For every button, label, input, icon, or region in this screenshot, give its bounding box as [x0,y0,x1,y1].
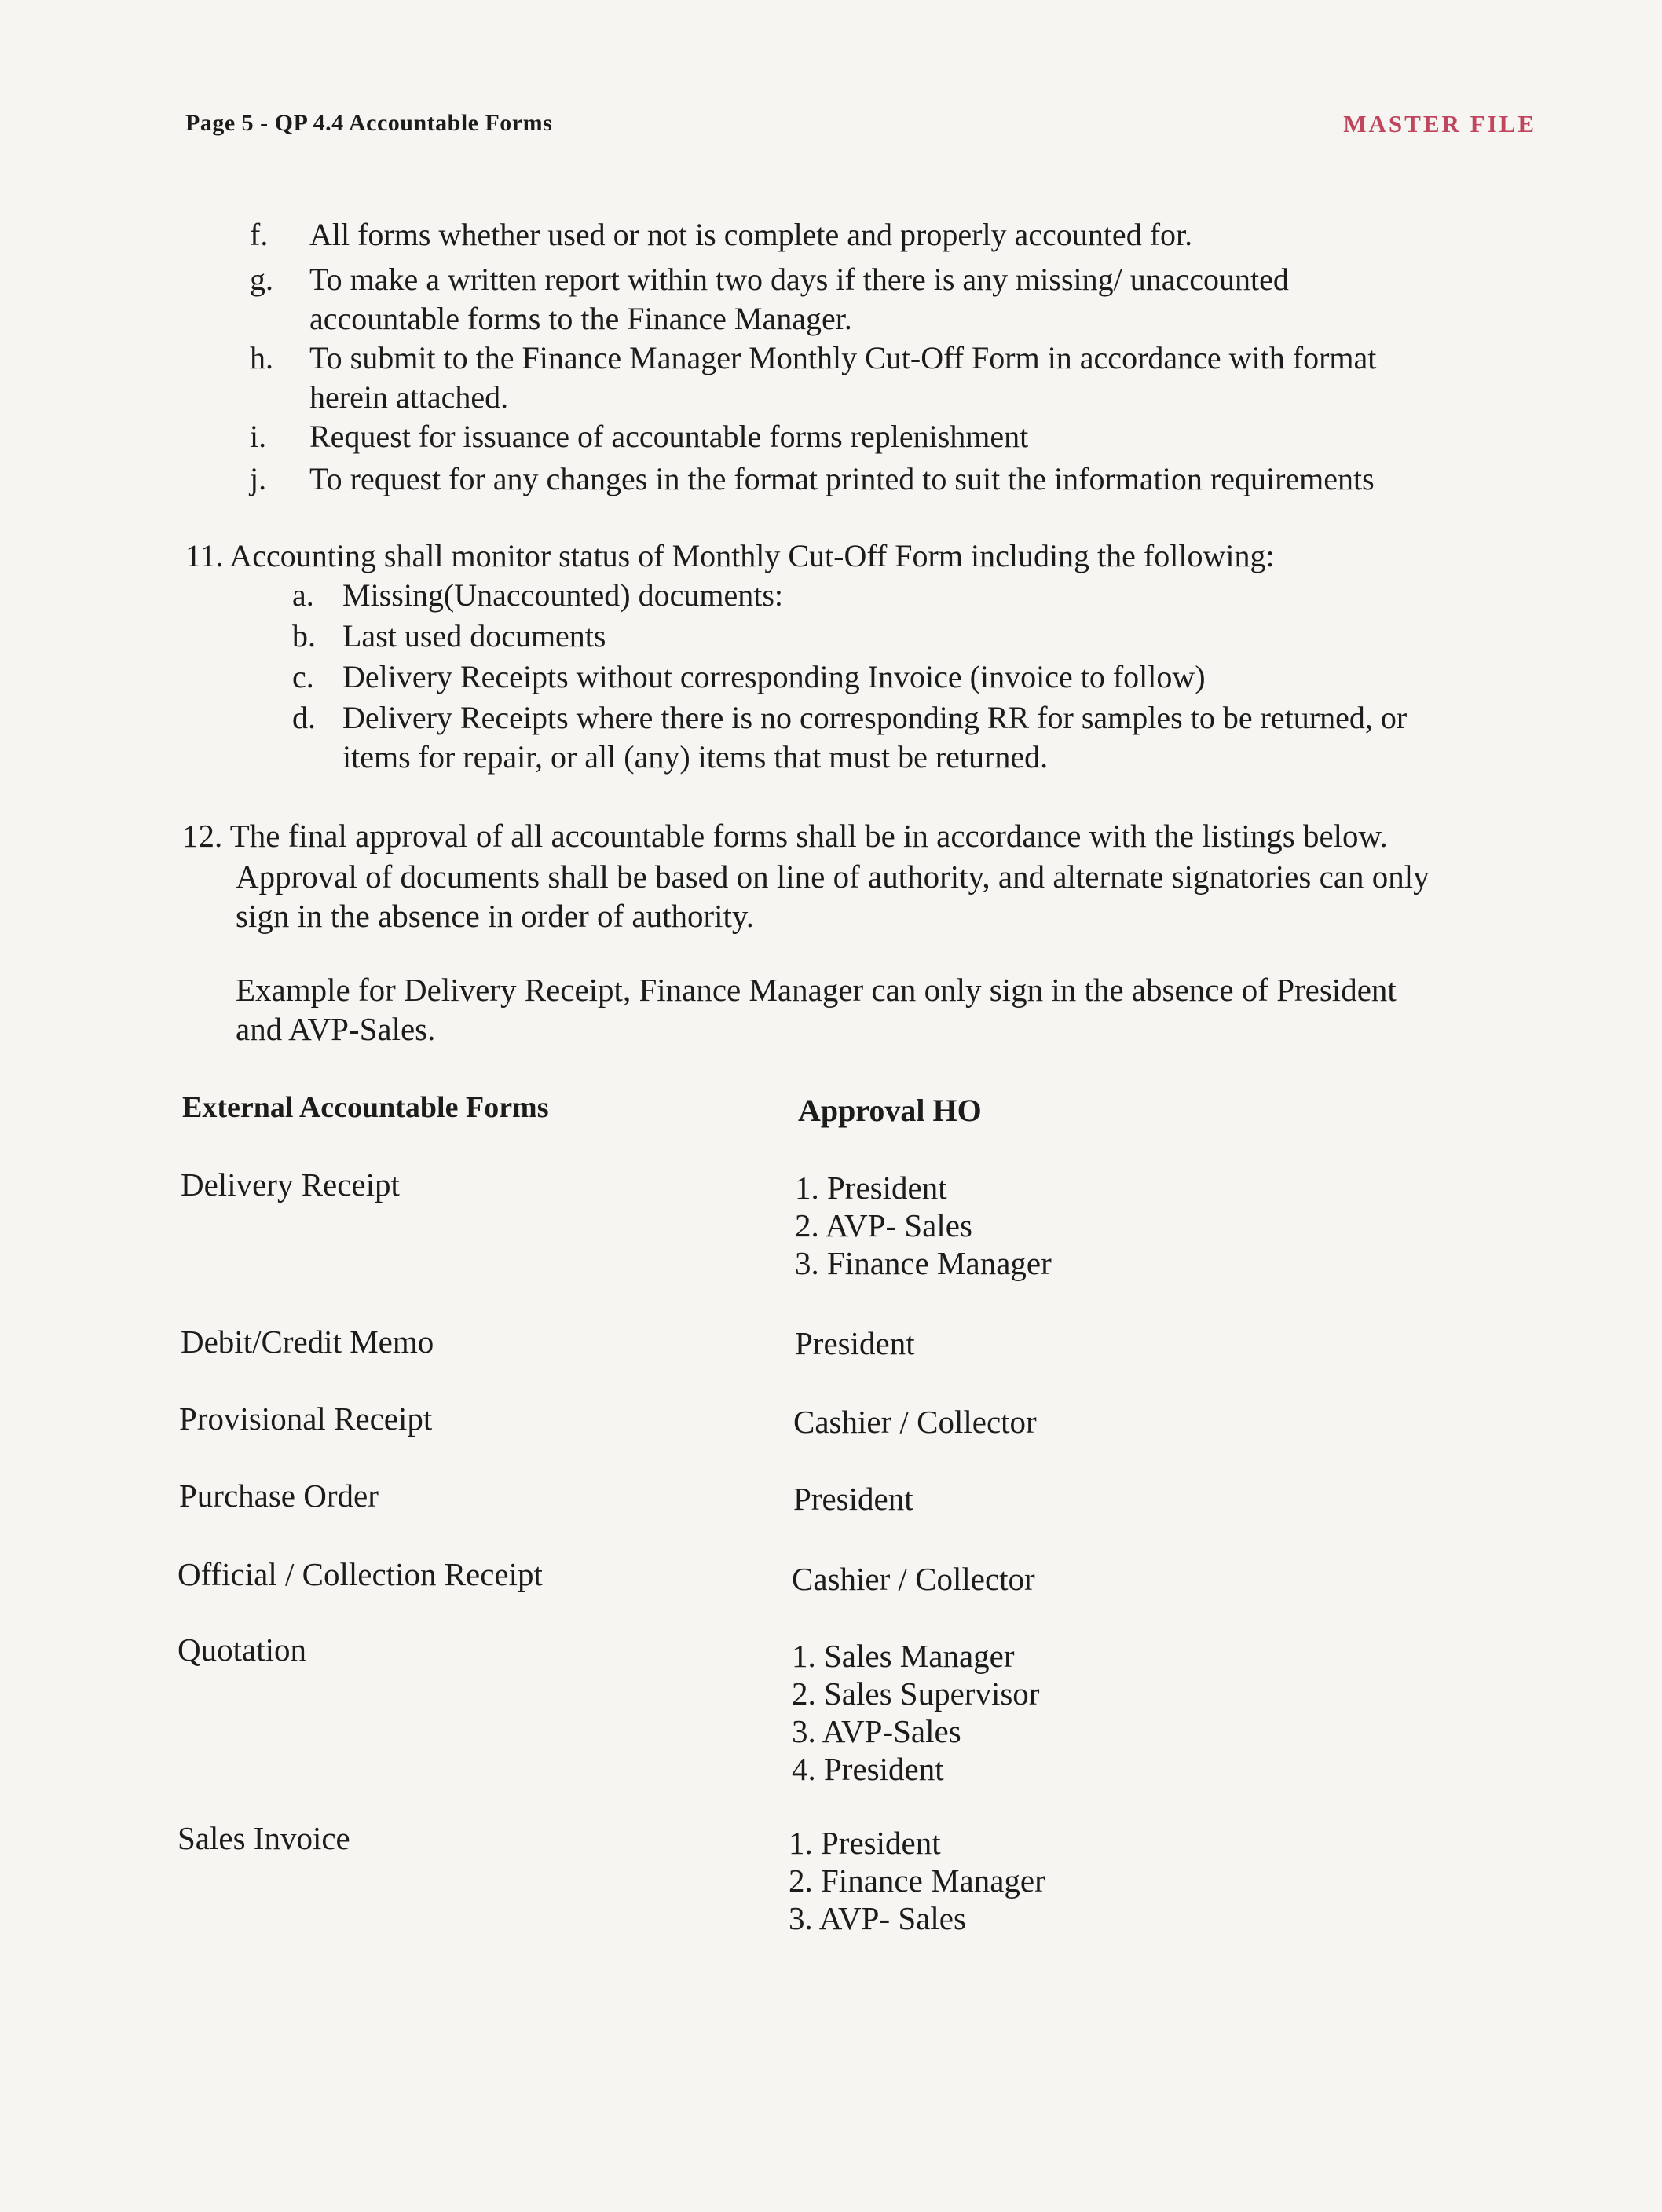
approver-list [793,1480,913,1518]
approver-list [795,1169,1052,1282]
approver: President [793,1481,913,1517]
approver: 2. Sales Supervisor [792,1675,1040,1712]
approver: 2. AVP- Sales [795,1207,972,1243]
page-header-title: Page 5 - QP 4.4 Accountable Forms [185,110,553,136]
column-header-approval: Approval HO [798,1093,982,1128]
list-item-line: To submit to the Finance Manager Monthly Cut-Off Form in accordance with format [309,340,1377,375]
approver-list [793,1403,1037,1441]
form-name: Sales Invoice [178,1820,350,1856]
approver-list [795,1324,915,1362]
form-name: Purchase Order [179,1478,379,1514]
section-12-line: Approval of documents shall be based on line of authority, and alternate signatories can only [236,859,1430,895]
example-line: and AVP-Sales. [236,1011,436,1047]
example-line: Example for Delivery Receipt, Finance Manager can only sign in the absence of President [236,972,1397,1008]
approver-list [792,1560,1035,1598]
list-item-line: Delivery Receipts where there is no corresponding RR for samples to be returned, or [342,700,1408,735]
list-item-line: accountable forms to the Finance Manager. [309,301,852,336]
approver: Cashier / Collector [793,1404,1037,1440]
list-item-marker: g. [250,262,273,297]
list-item-line: Last used documents [342,618,606,654]
section-12-line: 12. The final approval of all accountable forms shall be in accordance with the listings below. [182,818,1388,854]
list-item-line: items for repair, or all (any) items that must be returned. [342,739,1049,775]
list-item-marker: b. [292,618,316,654]
form-name: Debit/Credit Memo [181,1324,434,1360]
approver: 4. President [792,1751,944,1787]
approver: 1. Sales Manager [792,1638,1015,1674]
approver-list [792,1637,1039,1788]
approver: 2. Finance Manager [789,1862,1045,1899]
approver-list [789,1824,1045,1937]
list-item-line: Request for issuance of accountable forms replenishment [309,419,1029,454]
form-name: Quotation [178,1632,306,1668]
approver: President [795,1325,915,1361]
form-name: Official / Collection Receipt [178,1556,543,1592]
list-item-marker: h. [250,340,273,375]
list-item-line: herein attached. [309,379,509,415]
section-12-line: sign in the absence in order of authority. [236,898,754,934]
list-item-marker: i. [250,419,267,454]
list-item-marker: c. [292,659,314,694]
section-11-heading: 11. Accounting shall monitor status of Monthly Cut-Off Form including the following: [185,538,1275,573]
approver: 3. AVP- Sales [789,1900,966,1936]
list-item-line: To request for any changes in the format printed to suit the information requirements [309,461,1375,496]
approver: Cashier / Collector [792,1561,1035,1597]
approver: 1. President [795,1170,947,1206]
form-name: Provisional Receipt [179,1401,433,1437]
list-item-line: All forms whether used or not is complete and properly accounted for. [309,217,1193,252]
list-item-marker: j. [250,461,267,496]
approver: 1. President [789,1825,941,1861]
list-item-line: Delivery Receipts without corresponding Invoice (invoice to follow) [342,659,1206,694]
list-item-marker: d. [292,700,316,735]
list-item-marker: f. [250,217,269,252]
form-name: Delivery Receipt [181,1166,400,1203]
master-file-stamp: MASTER FILE [1343,110,1536,137]
list-item-line: To make a written report within two days if there is any missing/ unaccounted [309,262,1289,297]
column-header-forms: External Accountable Forms [182,1091,549,1124]
approver: 3. Finance Manager [795,1245,1052,1281]
approver: 3. AVP-Sales [792,1713,961,1749]
list-item-marker: a. [292,577,314,613]
list-item-line: Missing(Unaccounted) documents: [342,577,783,613]
